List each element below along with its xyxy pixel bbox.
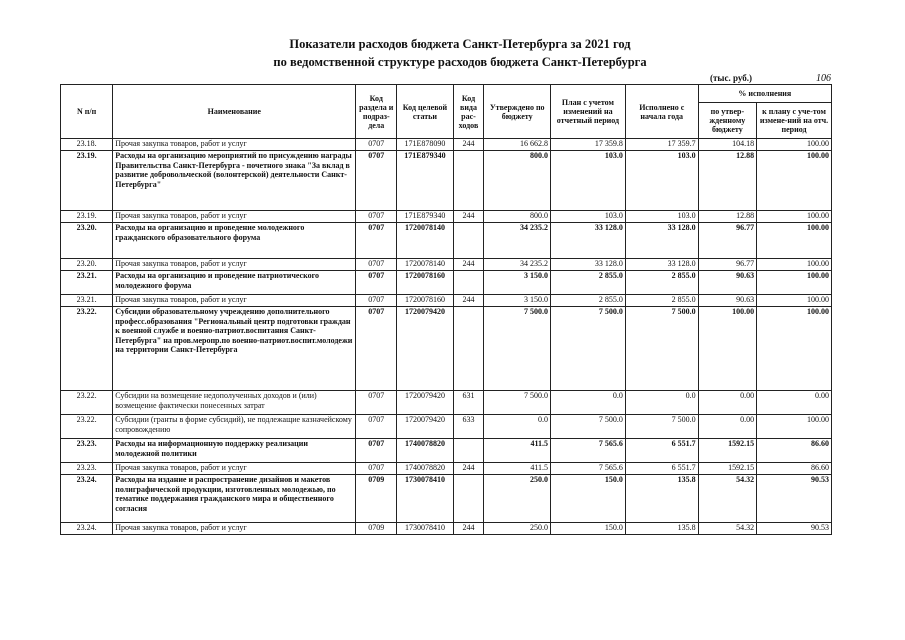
row-approved: 800.0 (484, 151, 551, 211)
title-line-1: Показатели расходов бюджета Санкт-Петербурга за 2021 год (289, 37, 631, 51)
row-target-code: 1740078820 (397, 439, 453, 463)
row-name: Расходы на организацию и проведение молодежного гражданского образовательного форума (113, 223, 356, 259)
header-section: Код раздела и подраз-дела (356, 85, 397, 139)
row-approved: 7 500.0 (484, 391, 551, 415)
row-pct-approved: 1592.15 (698, 463, 756, 475)
row-approved: 411.5 (484, 463, 551, 475)
row-pct-plan: 90.53 (757, 475, 832, 523)
row-executed: 17 359.7 (625, 139, 698, 151)
row-kind-code (453, 475, 484, 523)
row-target-code: 1730078410 (397, 475, 453, 523)
row-section-code: 0707 (356, 439, 397, 463)
row-num: 23.22. (61, 391, 113, 415)
table-row (61, 223, 832, 259)
header-percent-group: % исполнения (698, 85, 831, 103)
row-num: 23.20. (61, 259, 113, 271)
row-plan: 33 128.0 (551, 259, 626, 271)
row-name: Прочая закупка товаров, работ и услуг (113, 523, 356, 535)
header-name: Наименование (113, 85, 356, 139)
row-plan: 7 565.6 (551, 463, 626, 475)
row-name: Прочая закупка товаров, работ и услуг (113, 463, 356, 475)
row-pct-approved: 104.18 (698, 139, 756, 151)
header-executed: Исполнено с начала года (625, 85, 698, 139)
row-executed: 2 855.0 (625, 295, 698, 307)
row-approved: 250.0 (484, 523, 551, 535)
row-section-code: 0707 (356, 259, 397, 271)
row-target-code: 1740078820 (397, 463, 453, 475)
row-section-code: 0707 (356, 415, 397, 439)
row-name: Прочая закупка товаров, работ и услуг (113, 295, 356, 307)
units-label: (тыс. руб.) (710, 73, 752, 83)
row-pct-approved: 54.32 (698, 475, 756, 523)
row-num: 23.20. (61, 223, 113, 259)
row-approved: 3 150.0 (484, 271, 551, 295)
row-section-code: 0707 (356, 151, 397, 211)
table-body (61, 139, 832, 535)
row-section-code: 0709 (356, 475, 397, 523)
row-kind-code (453, 439, 484, 463)
row-num: 23.19. (61, 211, 113, 223)
row-pct-plan: 0.00 (757, 391, 832, 415)
row-name: Субсидии на возмещение недополученных доходов и (или) возмещение фактически понесенных затрат (113, 391, 356, 415)
row-executed: 135.8 (625, 523, 698, 535)
row-plan: 7 500.0 (551, 307, 626, 391)
row-target-code: 1730078410 (397, 523, 453, 535)
row-num: 23.22. (61, 307, 113, 391)
row-num: 23.24. (61, 475, 113, 523)
row-plan: 103.0 (551, 151, 626, 211)
row-executed: 7 500.0 (625, 307, 698, 391)
table-row (61, 295, 832, 307)
row-kind-code: 244 (453, 139, 484, 151)
table-row (61, 307, 832, 391)
row-target-code: 171E878090 (397, 139, 453, 151)
budget-table (60, 84, 832, 535)
row-target-code: 171E879340 (397, 211, 453, 223)
row-pct-plan: 100.00 (757, 151, 832, 211)
row-executed: 6 551.7 (625, 439, 698, 463)
row-kind-code (453, 223, 484, 259)
row-kind-code (453, 307, 484, 391)
table-row (61, 391, 832, 415)
row-pct-plan: 86.60 (757, 439, 832, 463)
row-section-code: 0707 (356, 463, 397, 475)
row-target-code: 1720079420 (397, 391, 453, 415)
table-row (61, 271, 832, 295)
row-pct-plan: 100.00 (757, 211, 832, 223)
row-pct-approved: 1592.15 (698, 439, 756, 463)
row-executed: 103.0 (625, 211, 698, 223)
table-row (61, 415, 832, 439)
table-row (61, 139, 832, 151)
row-plan: 33 128.0 (551, 223, 626, 259)
row-kind-code: 244 (453, 523, 484, 535)
table-row (61, 463, 832, 475)
row-section-code: 0707 (356, 295, 397, 307)
row-approved: 411.5 (484, 439, 551, 463)
row-name: Субсидии образовательному учреждению дополнительного професс.образования "Региональный центр подготовки граждан к военной службе и военно-патриот.воспитания Санкт-Петербурга" на пров.меропр.по военно-патриот.воспит.молодежи на территории Санкт-Петербурга (113, 307, 356, 391)
row-approved: 16 662.8 (484, 139, 551, 151)
header-kind: Код вида рас-ходов (453, 85, 484, 139)
header-approved: Утверждено по бюджету (484, 85, 551, 139)
table-row (61, 439, 832, 463)
row-plan: 2 855.0 (551, 271, 626, 295)
row-section-code: 0707 (356, 223, 397, 259)
row-approved: 7 500.0 (484, 307, 551, 391)
row-pct-plan: 100.00 (757, 223, 832, 259)
row-kind-code: 244 (453, 295, 484, 307)
row-target-code: 1720079420 (397, 415, 453, 439)
row-name: Расходы на организацию мероприятий по присуждению награды Правительства Санкт-Петербурга - почетного знака "За вклад в развитие добровольческой (волонтерской) деятельности Санкт-Петербурга" (113, 151, 356, 211)
row-pct-approved: 0.00 (698, 391, 756, 415)
row-plan: 150.0 (551, 475, 626, 523)
row-section-code: 0709 (356, 523, 397, 535)
row-plan: 17 359.8 (551, 139, 626, 151)
table-row (61, 523, 832, 535)
row-approved: 34 235.2 (484, 223, 551, 259)
row-kind-code (453, 151, 484, 211)
row-plan: 7 500.0 (551, 415, 626, 439)
row-executed: 33 128.0 (625, 259, 698, 271)
row-num: 23.21. (61, 295, 113, 307)
row-pct-approved: 90.63 (698, 271, 756, 295)
header-plan: План с учетом изменений на отчетный период (551, 85, 626, 139)
row-num: 23.24. (61, 523, 113, 535)
row-target-code: 1720078160 (397, 271, 453, 295)
row-num: 23.19. (61, 151, 113, 211)
row-plan: 103.0 (551, 211, 626, 223)
header-num: N п/п (61, 85, 113, 139)
row-target-code: 1720078140 (397, 223, 453, 259)
row-name: Субсидии (гранты в форме субсидий), не подлежащие казначейскому сопровождению (113, 415, 356, 439)
row-section-code: 0707 (356, 391, 397, 415)
document-title (180, 35, 740, 71)
row-executed: 33 128.0 (625, 223, 698, 259)
table-row (61, 475, 832, 523)
row-name: Прочая закупка товаров, работ и услуг (113, 139, 356, 151)
row-pct-approved: 0.00 (698, 415, 756, 439)
row-section-code: 0707 (356, 307, 397, 391)
row-pct-plan: 100.00 (757, 307, 832, 391)
row-kind-code: 244 (453, 463, 484, 475)
row-kind-code: 244 (453, 211, 484, 223)
row-kind-code: 244 (453, 259, 484, 271)
header-pct-plan: к плану с уче-том измене-ний на отч. период (757, 103, 832, 139)
row-target-code: 1720078140 (397, 259, 453, 271)
row-pct-plan: 100.00 (757, 259, 832, 271)
row-kind-code: 633 (453, 415, 484, 439)
row-pct-approved: 12.88 (698, 211, 756, 223)
row-executed: 2 855.0 (625, 271, 698, 295)
row-executed: 7 500.0 (625, 415, 698, 439)
row-name: Расходы на организацию и проведение патриотического молодежного форума (113, 271, 356, 295)
header-pct-approved: по утвер-жденному бюджету (698, 103, 756, 139)
row-pct-plan: 100.00 (757, 271, 832, 295)
row-approved: 0.0 (484, 415, 551, 439)
row-pct-plan: 86.60 (757, 463, 832, 475)
row-pct-approved: 96.77 (698, 223, 756, 259)
row-pct-plan: 100.00 (757, 415, 832, 439)
row-executed: 135.8 (625, 475, 698, 523)
table-row (61, 151, 832, 211)
row-num: 23.23. (61, 463, 113, 475)
row-name: Расходы на издание и распространение дизайнов и макетов полиграфической продукции, изготовленных молодежью, по тематике поддержания гражданского мира и общественного согласия (113, 475, 356, 523)
row-target-code: 171E879340 (397, 151, 453, 211)
row-name: Прочая закупка товаров, работ и услуг (113, 259, 356, 271)
row-name: Прочая закупка товаров, работ и услуг (113, 211, 356, 223)
row-executed: 0.0 (625, 391, 698, 415)
row-num: 23.22. (61, 415, 113, 439)
row-name: Расходы на информационную поддержку реализации молодежной политики (113, 439, 356, 463)
row-plan: 0.0 (551, 391, 626, 415)
row-executed: 6 551.7 (625, 463, 698, 475)
row-num: 23.18. (61, 139, 113, 151)
row-kind-code: 631 (453, 391, 484, 415)
row-pct-approved: 12.88 (698, 151, 756, 211)
row-plan: 2 855.0 (551, 295, 626, 307)
row-pct-plan: 100.00 (757, 295, 832, 307)
row-target-code: 1720078160 (397, 295, 453, 307)
row-section-code: 0707 (356, 211, 397, 223)
row-pct-plan: 100.00 (757, 139, 832, 151)
header-target: Код целевой статьи (397, 85, 453, 139)
row-section-code: 0707 (356, 271, 397, 295)
row-pct-approved: 90.63 (698, 295, 756, 307)
row-pct-approved: 54.32 (698, 523, 756, 535)
row-pct-approved: 96.77 (698, 259, 756, 271)
row-executed: 103.0 (625, 151, 698, 211)
row-approved: 3 150.0 (484, 295, 551, 307)
row-target-code: 1720079420 (397, 307, 453, 391)
row-plan: 150.0 (551, 523, 626, 535)
row-plan: 7 565.6 (551, 439, 626, 463)
table-row (61, 259, 832, 271)
title-line-2: по ведомственной структуре расходов бюджета Санкт-Петербурга (273, 55, 647, 69)
table-row (61, 211, 832, 223)
row-kind-code (453, 271, 484, 295)
row-num: 23.23. (61, 439, 113, 463)
row-pct-approved: 100.00 (698, 307, 756, 391)
row-approved: 34 235.2 (484, 259, 551, 271)
row-pct-plan: 90.53 (757, 523, 832, 535)
row-approved: 800.0 (484, 211, 551, 223)
row-section-code: 0707 (356, 139, 397, 151)
page-number: 106 (816, 73, 831, 84)
row-approved: 250.0 (484, 475, 551, 523)
row-num: 23.21. (61, 271, 113, 295)
